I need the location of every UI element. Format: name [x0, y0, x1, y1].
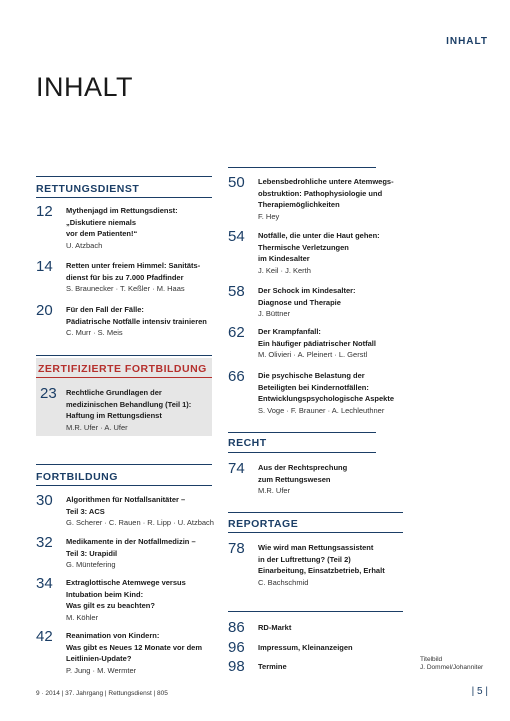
section-rule	[228, 432, 376, 433]
article-authors: C. Bachschmid	[258, 577, 309, 587]
page-number: 96	[228, 639, 245, 656]
article-authors: J. Büttner	[258, 309, 291, 318]
article-title: Wie wird man Rettungsassistent in der Luftrettung? (Teil 2) Einarbeitung, Einsatzbetrieb, Erhalt	[258, 543, 385, 575]
page-number: 50	[228, 174, 245, 191]
cover-image-credit	[420, 656, 483, 672]
article-authors: G. Müntefering	[66, 560, 116, 569]
article-authors: S. Voge · F. Brauner · A. Lechleuthner	[258, 405, 385, 415]
credit-author: J. Dommel/Johanniter	[420, 664, 484, 671]
article-authors: M.R. Ufer	[258, 486, 291, 495]
article-authors: M. Köhler	[66, 612, 99, 622]
article-title: Impressum, Kleinanzeigen	[258, 643, 353, 652]
section-heading-zertifizierte-fortbildung: ZERTIFIZIERTE FORTBILDUNG	[38, 363, 207, 375]
section-rule	[228, 452, 376, 453]
article-title: Aus der Rechtsprechung zum Rettungswesen	[258, 463, 348, 484]
page-number: 58	[228, 283, 245, 300]
article-title: Algorithmen für Notfallsanitäter – Teil 3: ACS	[66, 495, 186, 516]
page-number: 54	[228, 228, 245, 245]
section-heading-rettungsdienst: RETTUNGSDIENST	[36, 183, 140, 195]
article-title: Reanimation von Kindern: Was gibt es Neues 12 Monate vor dem Leitlinien-Update?	[66, 631, 203, 663]
article-title: Der Krampfanfall: Ein häufiger pädiatrischer Notfall	[258, 327, 376, 348]
article-title: Mythenjagd im Rettungsdienst: „Diskutiere niemals vor dem Patienten!“	[66, 206, 178, 238]
section-heading-recht: RECHT	[228, 437, 267, 449]
article-authors: C. Murr · S. Meis	[66, 328, 123, 337]
section-rule	[36, 355, 212, 356]
page-number: 42	[36, 628, 53, 645]
footer-issue-info: 9 · 2014 | 37. Jahrgang | Rettungsdienst | 805	[36, 690, 168, 697]
article-title: Lebensbedrohliche untere Atemwegs- obstruktion: Pathophysiologie und Therapiemöglichkeiten	[258, 177, 394, 209]
article-title: Medikamente in der Notfallmedizin – Teil 3: Urapidil	[66, 537, 196, 558]
page-number: 14	[36, 258, 53, 275]
article-title: Rechtliche Grundlagen der medizinischen Behandlung (Teil 1): Haftung im Rettungsdienst	[66, 388, 192, 420]
page-number: 86	[228, 619, 245, 636]
section-rule	[36, 377, 212, 378]
article-authors: P. Jung · M. Wermter	[66, 665, 137, 675]
page-number: 74	[228, 460, 245, 477]
page-number-footer: | 5 |	[471, 686, 488, 697]
article-title: RD-Markt	[258, 623, 292, 632]
credit-label: Titelbild	[420, 656, 443, 663]
page-number: 66	[228, 368, 245, 385]
page-title: INHALT	[36, 72, 134, 102]
article-title: Extraglottische Atemwege versus Intubation beim Kind: Was gilt es zu beachten?	[66, 578, 186, 610]
section-rule	[228, 167, 376, 168]
page-number: 62	[228, 324, 245, 341]
article-title: Der Schock im Kindesalter: Diagnose und Therapie	[258, 286, 356, 307]
page-number: 98	[228, 658, 245, 675]
article-title: Für den Fall der Fälle: Pädiatrische Notfälle intensiv trainieren	[66, 305, 207, 326]
section-header-label: INHALT	[446, 36, 488, 47]
page-number: 32	[36, 534, 53, 551]
section-rule	[36, 176, 212, 177]
page-number: 12	[36, 203, 53, 220]
page-number: 78	[228, 540, 245, 557]
article-authors: M.R. Ufer · A. Ufer	[66, 422, 128, 432]
section-rule	[36, 464, 212, 465]
section-heading-fortbildung: FORTBILDUNG	[36, 471, 118, 483]
section-rule	[36, 197, 212, 198]
article-authors: S. Braunecker · T. Keßler · M. Haas	[66, 284, 185, 293]
article-title: Die psychische Belastung der Beteiligten bei Kindernotfällen: Entwicklungspsychologische Aspekte	[258, 371, 395, 403]
page-number: 34	[36, 575, 53, 592]
article-authors: F. Hey	[258, 211, 280, 221]
article-title: Termine	[258, 662, 287, 671]
article-authors: U. Atzbach	[66, 240, 103, 250]
section-rule	[36, 485, 212, 486]
page-number: 20	[36, 302, 53, 319]
article-authors: M. Olivieri · A. Pleinert · L. Gerstl	[258, 350, 368, 359]
article-title: Retten unter freiem Himmel: Sanitäts- dienst für bis zu 7.000 Pfadfinder	[66, 261, 201, 282]
section-rule	[228, 512, 403, 513]
section-heading-reportage: REPORTAGE	[228, 518, 299, 530]
article-authors: J. Keil · J. Kerth	[258, 265, 311, 275]
section-rule	[228, 611, 403, 612]
page-number: 23	[40, 385, 57, 402]
article-authors: G. Scherer · C. Rauen · R. Lipp · U. Atzbach	[66, 518, 214, 527]
article-title: Notfälle, die unter die Haut gehen: Thermische Verletzungen im Kindesalter	[258, 231, 380, 263]
section-rule	[228, 532, 403, 533]
page-number: 30	[36, 492, 53, 509]
